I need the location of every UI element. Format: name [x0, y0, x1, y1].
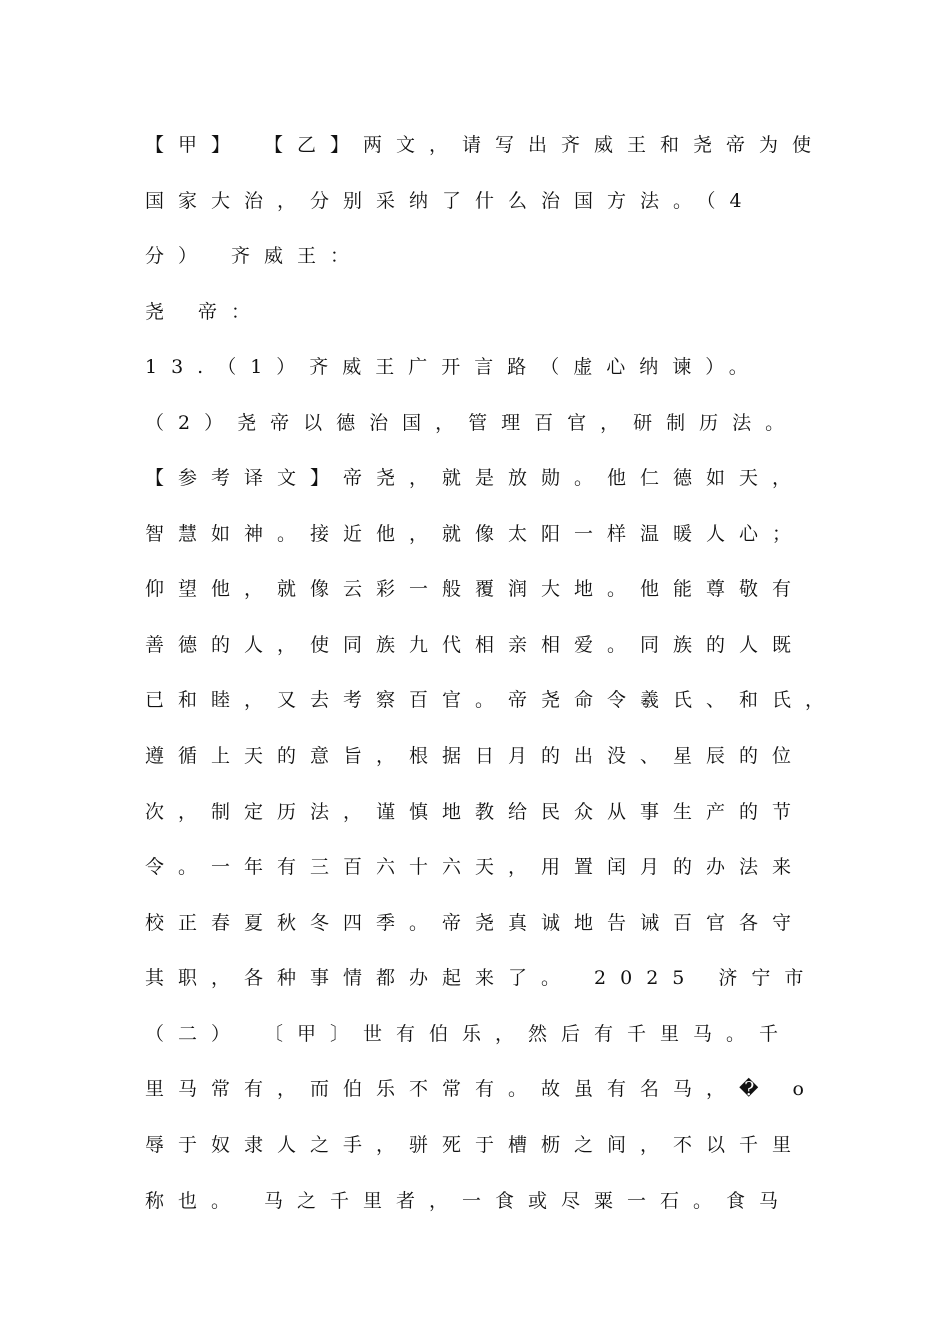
translation-line: 智慧如神。接近他，就像太阳一样温暖人心； [145, 523, 806, 545]
text-line: 【甲】 【乙】两文，请写出齐威王和尧帝为使 [145, 134, 826, 156]
translation-line: 仰望他，就像云彩一般覆润大地。他能尊敬有 [145, 578, 806, 600]
translation-line: 次，制定历法，谨慎地教给民众从事生产的节 [145, 801, 806, 823]
translation-line: 其职，各种事情都办起来了。 2025 济宁市 [145, 967, 818, 989]
answer-line: （2）尧帝以德治国，管理百官，研制历法。 [145, 412, 799, 434]
passage-line: （二） 〔甲〕世有伯乐，然后有千里马。千 [145, 1023, 793, 1045]
text-line: 国家大治，分别采纳了什么治国方法。（4 [145, 190, 756, 212]
translation-line: 已和睦，又去考察百官。帝尧命令羲氏、和氏， [145, 689, 839, 711]
translation-line: 令。一年有三百六十六天，用置闰月的办法来 [145, 856, 806, 878]
text-line: 分） 齐威王： [145, 245, 364, 267]
translation-line: 校正春夏秋冬四季。帝尧真诚地告诫百官各守 [145, 912, 806, 934]
translation-line: 【参考译文】帝尧，就是放勋。他仁德如天， [145, 467, 806, 489]
passage-line: 辱于奴隶人之手，骈死于槽枥之间，不以千里 [145, 1134, 806, 1156]
translation-line: 遵循上天的意旨，根据日月的出没、星辰的位 [145, 745, 806, 767]
passage-line: 称也。 马之千里者，一食或尽粟一石。食马 [145, 1190, 793, 1212]
translation-line: 善德的人，使同族九代相亲相爱。同族的人既 [145, 634, 806, 656]
text-line: 尧 帝： [145, 301, 265, 323]
passage-line: 里马常有，而伯乐不常有。故虽有名马，� o [145, 1078, 818, 1100]
answer-line: 13.（1）齐威王广开言路（虚心纳谏）。 [145, 356, 762, 378]
